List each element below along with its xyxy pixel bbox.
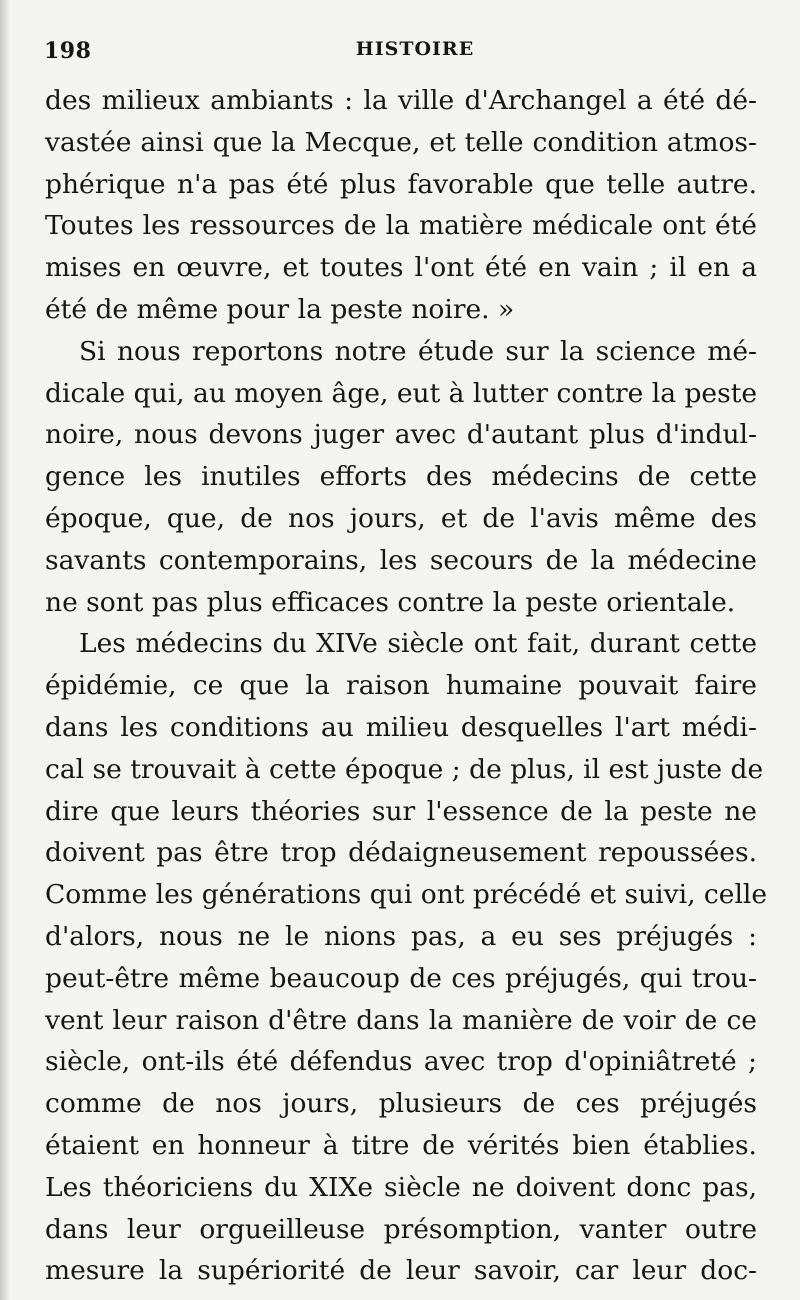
text-line: noire, nous devons juger avec d'autant plus d'indul- xyxy=(45,419,757,451)
text-line: vent leur raison d'être dans la manière de voir de ce xyxy=(45,1004,757,1036)
text-line: peut-être même beaucoup de ces préjugés, qui trou- xyxy=(45,962,757,994)
text-line: vastée ainsi que la Mecque, et telle condition atmos- xyxy=(45,126,757,158)
text-line: dire que leurs théories sur l'essence de la peste ne xyxy=(45,795,757,827)
page-edge-shadow xyxy=(0,0,10,1300)
text-line: Comme les générations qui ont précédé et suivi, celle xyxy=(45,879,768,911)
text-line: siècle, ont-ils été défendus avec trop d'opiniâtreté ; xyxy=(45,1046,757,1078)
text-line: dans les conditions au milieu desquelles l'art médi- xyxy=(45,711,757,743)
text-line: mises en œuvre, et toutes l'ont été en vain ; il en a xyxy=(45,252,757,284)
text-line: mesure la supériorité de leur savoir, car leur doc- xyxy=(45,1255,757,1287)
text-line: cal se trouvait à cette époque ; de plus, il est juste de xyxy=(45,753,764,785)
text-line: dicale qui, au moyen âge, eut à lutter contre la peste xyxy=(45,377,758,409)
text-line: Les médecins du XIVe siècle ont fait, durant cette xyxy=(79,628,757,660)
text-line: Si nous reportons notre étude sur la science mé- xyxy=(79,335,757,367)
text-line: Toutes les ressources de la matière médicale ont été xyxy=(45,210,757,242)
running-title: HISTOIRE xyxy=(355,38,475,60)
text-line: époque, que, de nos jours, et de l'avis même des xyxy=(45,502,757,534)
text-line: gence les inutiles efforts des médecins de cette xyxy=(45,461,757,493)
text-line: étaient en honneur à titre de vérités bien établies. xyxy=(45,1129,757,1161)
page-header xyxy=(40,38,760,72)
text-line: d'alors, nous ne le nions pas, a eu ses préjugés : xyxy=(45,920,757,952)
text-line: épidémie, ce que la raison humaine pouvait faire xyxy=(45,670,757,702)
text-line: phérique n'a pas été plus favorable que telle autre. xyxy=(45,168,757,200)
text-line: doivent pas être trop dédaigneusement repoussées. xyxy=(45,837,757,869)
text-line: Les théoriciens du XIXe siècle ne doivent donc pas, xyxy=(45,1171,757,1203)
body-text xyxy=(45,80,768,1292)
text-line: dans leur orgueilleuse présomption, vanter outre xyxy=(45,1213,757,1245)
page-number: 198 xyxy=(44,38,92,64)
text-line: des milieux ambiants : la ville d'Archangel a été dé- xyxy=(45,85,757,116)
text-line: ne sont pas plus efficaces contre la peste orientale. xyxy=(45,586,736,618)
text-line: été de même pour la peste noire. » xyxy=(45,293,515,325)
text-line: comme de nos jours, plusieurs de ces préjugés xyxy=(45,1088,757,1120)
text-line: savants contemporains, les secours de la médecine xyxy=(45,544,757,576)
